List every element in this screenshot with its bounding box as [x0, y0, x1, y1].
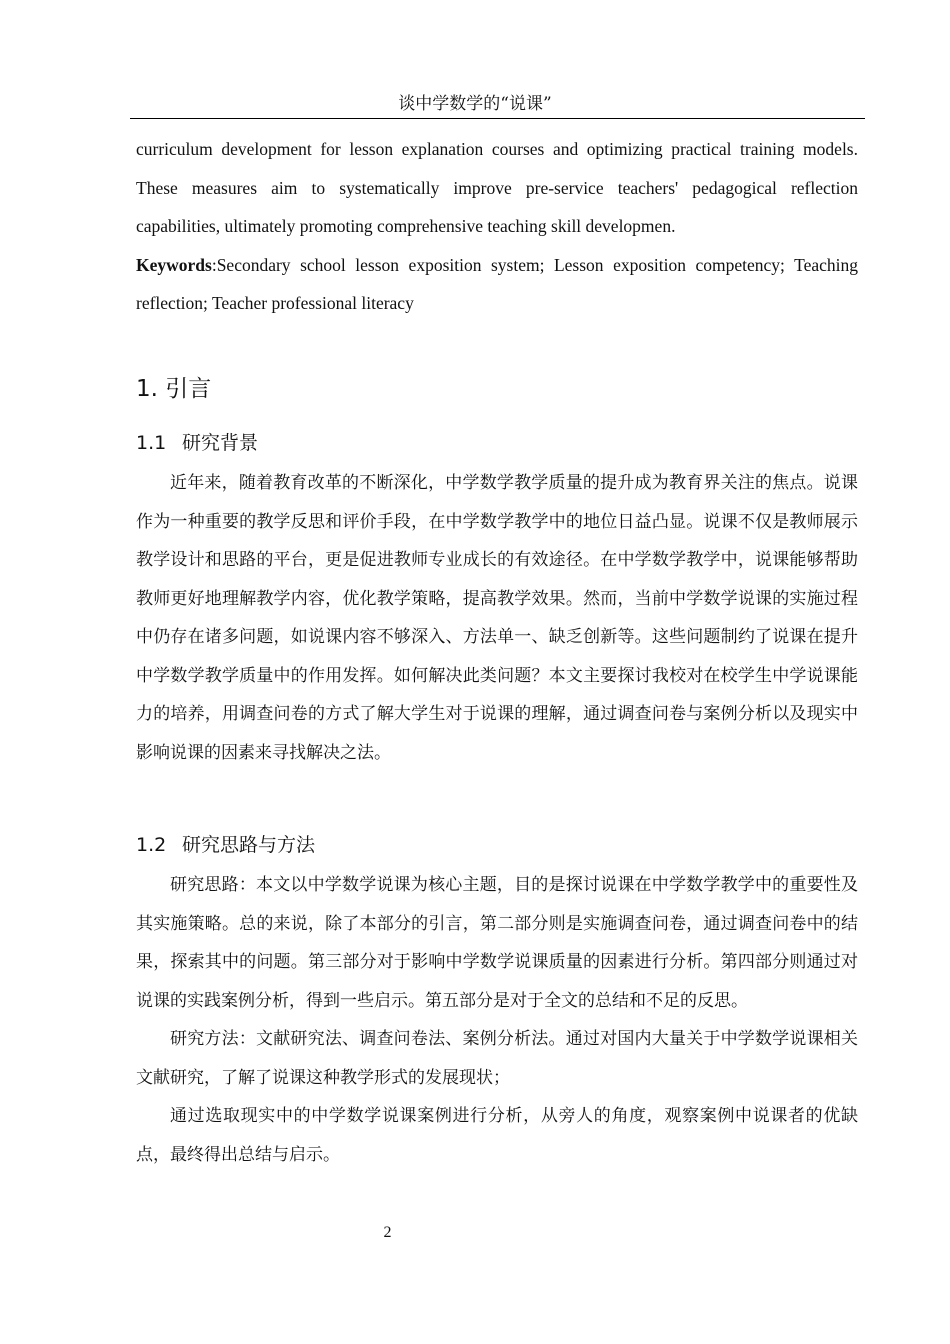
- page-number: 2: [383, 1224, 392, 1241]
- abstract-continuation: [136, 130, 858, 323]
- paragraph: 研究思路：本文以中学数学说课为核心主题，目的是探讨说课在中学数学教学中的重要性及其实施策略。总的来说，除了本部分的引言，第二部分则是实施调查问卷，通过调查问卷中的结果，探索其中的问题。第三部分对于影响中学数学说课质量的因素进行分析。第四部分则通过对说课的实践案例分析，得到一些启示。第五部分是对于全文的总结和不足的反思。: [136, 875, 858, 1011]
- subsection-number: 1.1: [136, 432, 167, 454]
- running-header: 谈中学数学的“说课”: [398, 94, 552, 114]
- header-divider: [130, 118, 865, 119]
- keywords-label: Keywords: [136, 254, 212, 275]
- subsection-heading-background: [136, 429, 258, 457]
- subsection-title: 研究背景: [182, 432, 259, 454]
- paragraph: 研究方法：文献研究法、调查问卷法、案例分析法。通过对国内大量关于中学数学说课相关文献研究，了解了说课这种教学形式的发展现状；: [136, 1029, 858, 1088]
- paragraph: 近年来，随着教育改革的不断深化，中学数学教学质量的提升成为教育界关注的焦点。说课作为一种重要的教学反思和评价手段，在中学数学教学中的地位日益凸显。说课不仅是教师展示教学设计和思路的平台，更是促进教师专业成长的有效途径。在中学数学教学中，说课能够帮助教师更好地理解教学内容，优化教学策略，提高教学效果。然而，当前中学数学说课的实施过程中仍存在诸多问题，如说课内容不够深入、方法单一、缺乏创新等。这些问题制约了说课在提升中学数学教学质量中的作用发挥。如何解决此类问题？本文主要探讨我校对在校学生中学说课能力的培养，用调查问卷的方式了解大学生对于说课的理解，通过调查问卷与案例分析以及现实中影响说课的因素来寻找解决之法。: [136, 473, 858, 763]
- background-body: [136, 464, 858, 772]
- subsection-number: 1.2: [136, 834, 167, 856]
- subsection-heading-methods: [136, 831, 315, 859]
- section-heading-introduction: 1. 引言: [136, 376, 212, 402]
- abstract-text: curriculum development for lesson explanation courses and optimizing practical training models. These measures aim to systematically improve pre-service teachers' pedagogical reflection capabilities, ultimately promoting comprehensive teaching skill developmen.: [136, 139, 858, 236]
- subsection-title: 研究思路与方法: [182, 834, 316, 856]
- keywords-line: [136, 246, 858, 323]
- methods-body: [136, 866, 858, 1174]
- keywords-text: :Secondary school lesson exposition system; Lesson exposition competency; Teaching reflection; Teacher professional literacy: [136, 254, 858, 313]
- paragraph: 通过选取现实中的中学数学说课案例进行分析，从旁人的角度，观察案例中说课者的优缺点，最终得出总结与启示。: [136, 1106, 858, 1165]
